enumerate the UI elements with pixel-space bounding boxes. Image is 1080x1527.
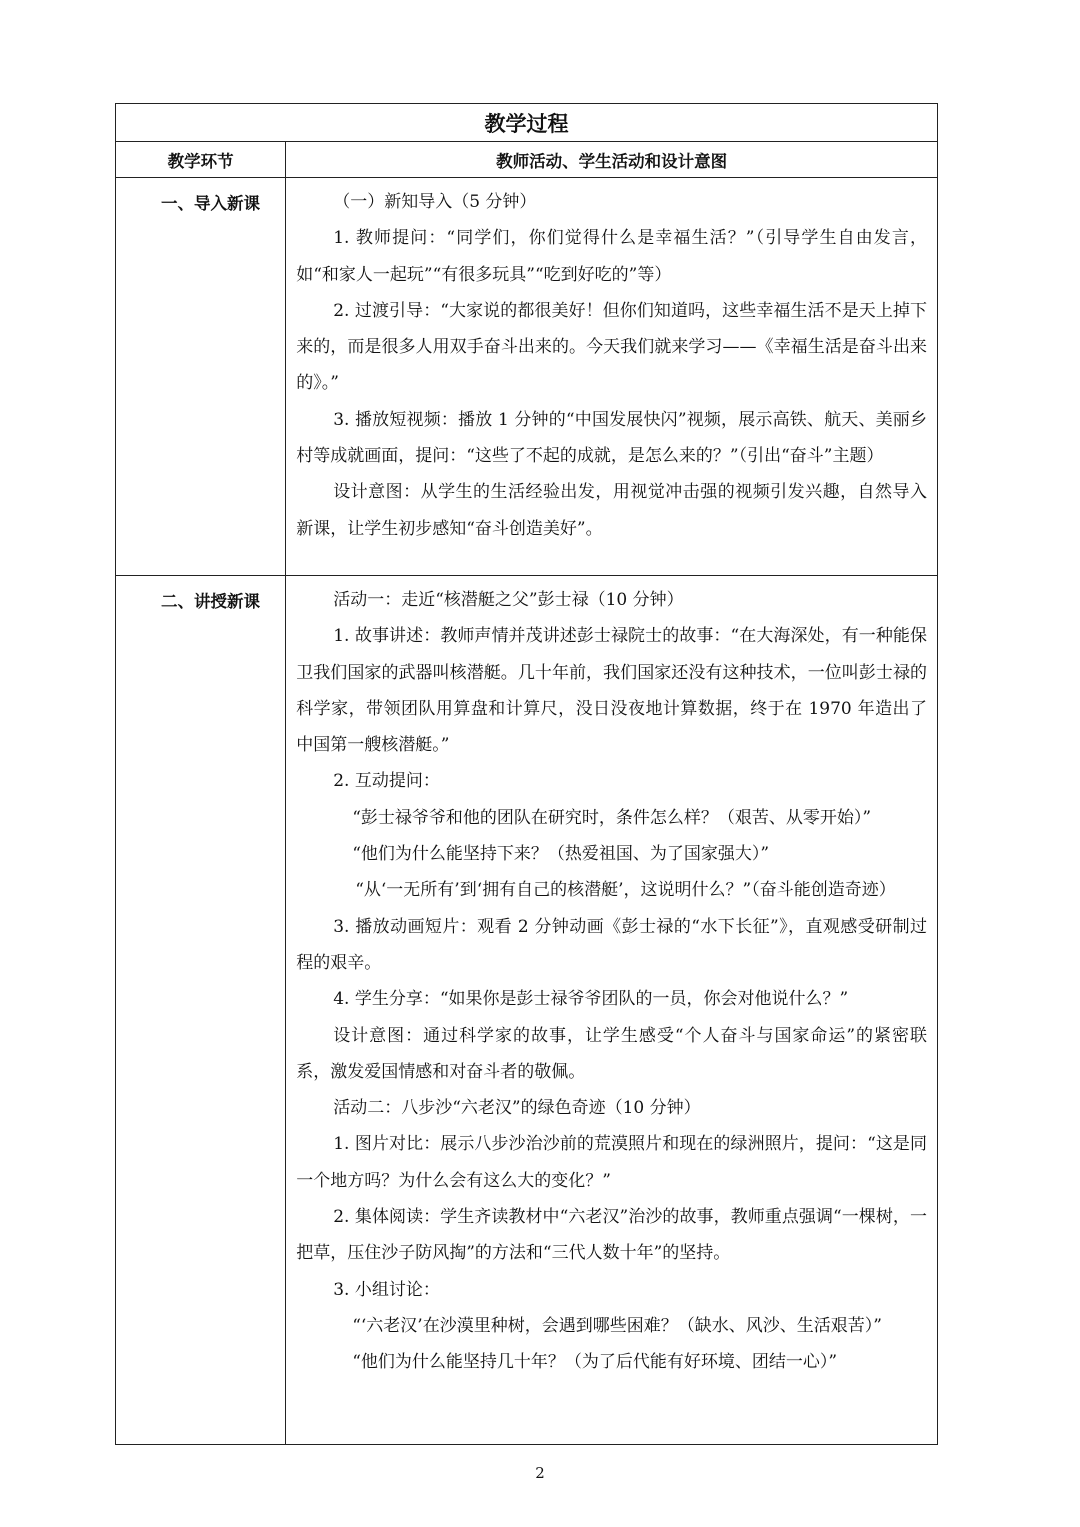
paragraph: 3. 播放短视频：播放 1 分钟的“中国发展快闪”视频，展示高铁、航天、美丽乡村等成就画面，提问：“这些了不起的成就，是怎么来的？”（引出“奋斗”主题） [296, 409, 927, 467]
paragraph: 设计意图：通过科学家的故事，让学生感受“个人奋斗与国家命运”的紧密联系，激发爱国情感和对奋斗者的敬佩。 [296, 1025, 927, 1082]
paragraph: 1. 图片对比：展示八步沙治沙前的荒漠照片和现在的绿洲照片，提问：“这是同一个地方吗？为什么会有这么大的变化？” [296, 1134, 927, 1191]
paragraph: “从‘一无所有’到‘拥有自己的核潜艇’，这说明什么？”（奋斗能创造奇迹） [355, 880, 896, 901]
paragraph: 1. 教师提问：“同学们，你们觉得什么是幸福生活？”（引导学生自由发言，如“和家人一起玩”“有很多玩具”“吃到好吃的”等） [296, 228, 927, 285]
page-number: 2 [535, 1464, 545, 1482]
paragraph: 活动一：走近“核潜艇之父”彭士禄（10 分钟） [333, 590, 684, 610]
paragraph: （一）新知导入（5 分钟） [333, 192, 537, 212]
header-stage: 教学环节 [116, 142, 286, 178]
header-activities: 教师活动、学生活动和设计意图 [286, 142, 938, 178]
paragraph: 2. 集体阅读：学生齐读教材中“六老汉”治沙的故事，教师重点强调“一棵树，一把草，压住沙子防风掏”的方法和“三代人数十年”的坚持。 [296, 1207, 927, 1264]
paragraph: “他们为什么能坚持下来？（热爱祖国、为了国家强大）” [352, 844, 770, 865]
section-row-intro [116, 178, 938, 576]
section-content-teaching [286, 576, 938, 1445]
paragraph: 2. 互动提问： [333, 771, 440, 792]
paragraph: 活动二：八步沙“六老汉”的绿色奇迹（10 分钟） [333, 1098, 701, 1119]
paragraph: 3. 小组讨论： [333, 1279, 440, 1300]
section-content-intro [286, 178, 938, 576]
paragraph: “‘六老汉’在沙漠里种树，会遇到哪些困难？（缺水、风沙、生活艰苦）” [352, 1315, 882, 1336]
paragraph: 3. 播放动画短片：观看 2 分钟动画《彭士禄的“水下长征”》，直观感受研制过程的艰辛。 [296, 916, 927, 973]
table-title: 教学过程 [116, 104, 938, 142]
paragraph: “彭士禄爷爷和他的团队在研究时，条件怎么样？（艰苦、从零开始）” [352, 807, 872, 828]
section-label-intro: 一、导入新课 [116, 178, 286, 576]
section-label-teaching: 二、讲授新课 [116, 576, 286, 1445]
paragraph: 2. 过渡引导：“大家说的都很美好！但你们知道吗，这些幸福生活不是天上掉下来的，而是很多人用双手奋斗出来的。今天我们就来学习——《幸福生活是奋斗出来的》。” [296, 300, 927, 394]
teaching-process-table [115, 103, 938, 1445]
paragraph: 4. 学生分享：“如果你是彭士禄爷爷团队的一员，你会对他说什么？” [333, 989, 849, 1010]
paragraph: 设计意图：从学生的生活经验出发，用视觉冲击强的视频引发兴趣，自然导入新课，让学生初步感知“奋斗创造美好”。 [296, 482, 927, 539]
section-row-teaching [116, 576, 938, 1445]
paragraph: 1. 故事讲述：教师声情并茂讲述彭士禄院士的故事：“在大海深处，有一种能保卫我们国家的武器叫核潜艇。几十年前，我们国家还没有这种技术，一位叫彭士禄的科学家，带领团队用算盘和计算尺，没日没夜地计算数据，终于在 1970 年造出了中国第一艘核潜艇。” [296, 626, 927, 756]
paragraph: “他们为什么能坚持几十年？（为了后代能有好环境、团结一心）” [352, 1352, 838, 1373]
